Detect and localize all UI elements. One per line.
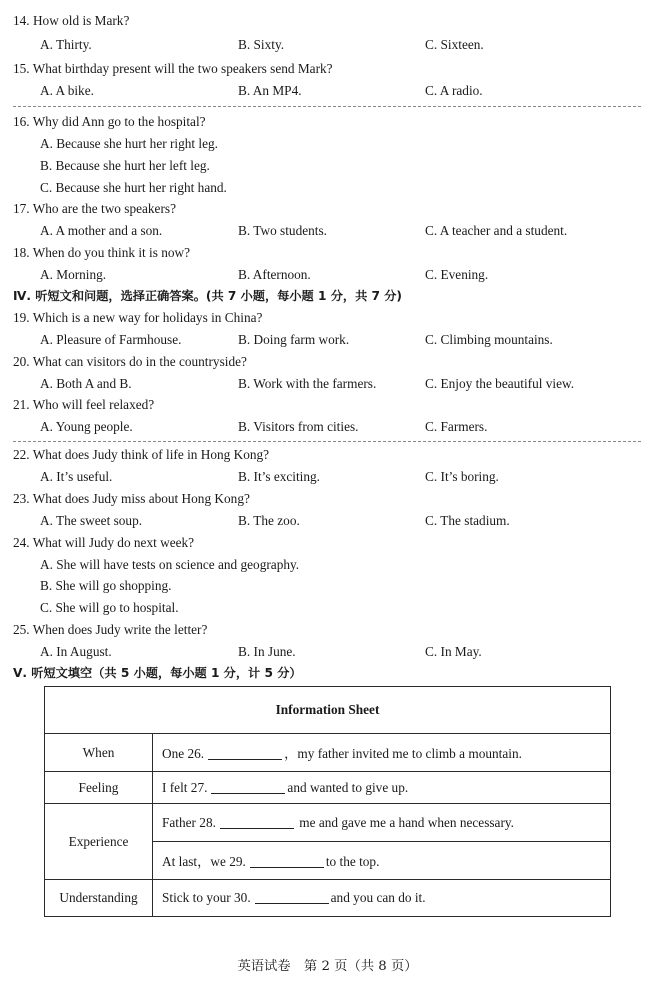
question-23: 23. What does Judy miss about Hong Kong? (13, 491, 250, 506)
when-label: When (45, 734, 153, 772)
experience-cell-2: At last，we 29. to the top. (153, 842, 611, 880)
option-a: A. Thirty. (40, 37, 92, 52)
table-row (45, 772, 611, 804)
option-b: B. The zoo. (238, 513, 300, 528)
option-a: A. Morning. (40, 267, 107, 282)
question-24: 24. What will Judy do next week? (13, 535, 195, 550)
option-b: B. It’s exciting. (238, 469, 320, 484)
table-row (45, 804, 611, 842)
option-b: B. Visitors from cities. (238, 419, 359, 434)
option-b: B. Work with the farmers. (238, 376, 377, 391)
experience-label: Experience (45, 804, 153, 880)
information-sheet-table (44, 686, 611, 917)
option-a: A. She will have tests on science and geography. (40, 557, 300, 572)
question-text: What does Judy think of life in Hong Kong? (32, 447, 270, 462)
option-c: C. The stadium. (425, 513, 510, 528)
page-footer: 英语试卷 第 2 页（共 8 页） (237, 959, 418, 974)
question-text: When does Judy write the letter? (32, 622, 208, 637)
experience-cell-1: Father 28. me and gave me a hand when necessary. (153, 804, 611, 842)
table-row (45, 687, 611, 734)
option-c: C. Climbing mountains. (425, 332, 553, 347)
option-b: B. An MP4. (238, 83, 302, 98)
blank-28[interactable] (220, 815, 294, 829)
sheet-title: Information Sheet (45, 687, 611, 734)
option-b: B. Because she hurt her left leg. (40, 158, 210, 173)
option-b: B. Two students. (238, 223, 327, 238)
question-text: When do you think it is now? (32, 245, 191, 260)
dashed-divider (13, 106, 641, 107)
question-17: 17. Who are the two speakers? (13, 201, 176, 216)
option-c: C. A radio. (425, 83, 483, 98)
option-c: C. It’s boring. (425, 469, 499, 484)
question-22: 22. What does Judy think of life in Hong Kong? (13, 447, 270, 462)
question-19: 19. Which is a new way for holidays in China? (13, 310, 263, 325)
option-a: A. In August. (40, 644, 112, 659)
option-b: B. Doing farm work. (238, 332, 350, 347)
understanding-cell: Stick to your 30. and you can do it. (153, 880, 611, 917)
option-a: A. A bike. (40, 83, 94, 98)
option-c: C. A teacher and a student. (425, 223, 568, 238)
dashed-divider (13, 441, 641, 442)
option-b: B. In June. (238, 644, 296, 659)
question-15: 15. What birthday present will the two speakers send Mark? (13, 61, 333, 76)
blank-27[interactable] (211, 780, 285, 794)
option-a: A. A mother and a son. (40, 223, 163, 238)
question-text: What will Judy do next week? (32, 535, 195, 550)
option-c: C. Enjoy the beautiful view. (425, 376, 575, 391)
section-5-heading: Ⅴ. 听短文填空（共 5 小题，每小题 1 分，计 5 分） (13, 666, 302, 680)
when-cell: One 26. ，my father invited me to climb a mountain. (153, 734, 611, 772)
feeling-cell: I felt 27. and wanted to give up. (153, 772, 611, 804)
section-4-heading: Ⅳ. 听短文和问题，选择正确答案。(共 7 小题，每小题 1 分，共 7 分) (13, 289, 402, 303)
question-text: What can visitors do in the countryside? (32, 354, 247, 369)
question-21: 21. Who will feel relaxed? (13, 397, 155, 412)
question-text: What birthday present will the two speakers send Mark? (32, 61, 333, 76)
feeling-label: Feeling (45, 772, 153, 804)
option-a: A. The sweet soup. (40, 513, 143, 528)
table-row (45, 880, 611, 917)
question-text: Which is a new way for holidays in China? (32, 310, 263, 325)
option-c: C. Because she hurt her right hand. (40, 180, 227, 195)
option-c: C. In May. (425, 644, 482, 659)
option-b: B. Sixty. (238, 37, 285, 52)
question-text: What does Judy miss about Hong Kong? (32, 491, 250, 506)
question-text: Why did Ann go to the hospital? (32, 114, 206, 129)
option-a: A. Because she hurt her right leg. (40, 136, 218, 151)
understanding-label: Understanding (45, 880, 153, 917)
table-row (45, 734, 611, 772)
option-b: B. She will go shopping. (40, 578, 172, 593)
option-b: B. Afternoon. (238, 267, 311, 282)
option-c: C. Evening. (425, 267, 489, 282)
question-18: 18. When do you think it is now? (13, 245, 191, 260)
option-a: A. It’s useful. (40, 469, 113, 484)
question-14: 14. How old is Mark? (13, 13, 130, 28)
blank-29[interactable] (250, 854, 324, 868)
question-text: How old is Mark? (32, 13, 130, 28)
question-16: 16. Why did Ann go to the hospital? (13, 114, 206, 129)
option-c: C. She will go to hospital. (40, 600, 179, 615)
option-a: A. Pleasure of Farmhouse. (40, 332, 182, 347)
question-text: Who will feel relaxed? (32, 397, 155, 412)
option-a: A. Young people. (40, 419, 133, 434)
blank-30[interactable] (255, 890, 329, 904)
option-a: A. Both A and B. (40, 376, 132, 391)
option-c: C. Farmers. (425, 419, 488, 434)
question-25: 25. When does Judy write the letter? (13, 622, 208, 637)
question-text: Who are the two speakers? (32, 201, 176, 216)
question-20: 20. What can visitors do in the countryside? (13, 354, 247, 369)
option-c: C. Sixteen. (425, 37, 484, 52)
blank-26[interactable] (208, 746, 282, 760)
